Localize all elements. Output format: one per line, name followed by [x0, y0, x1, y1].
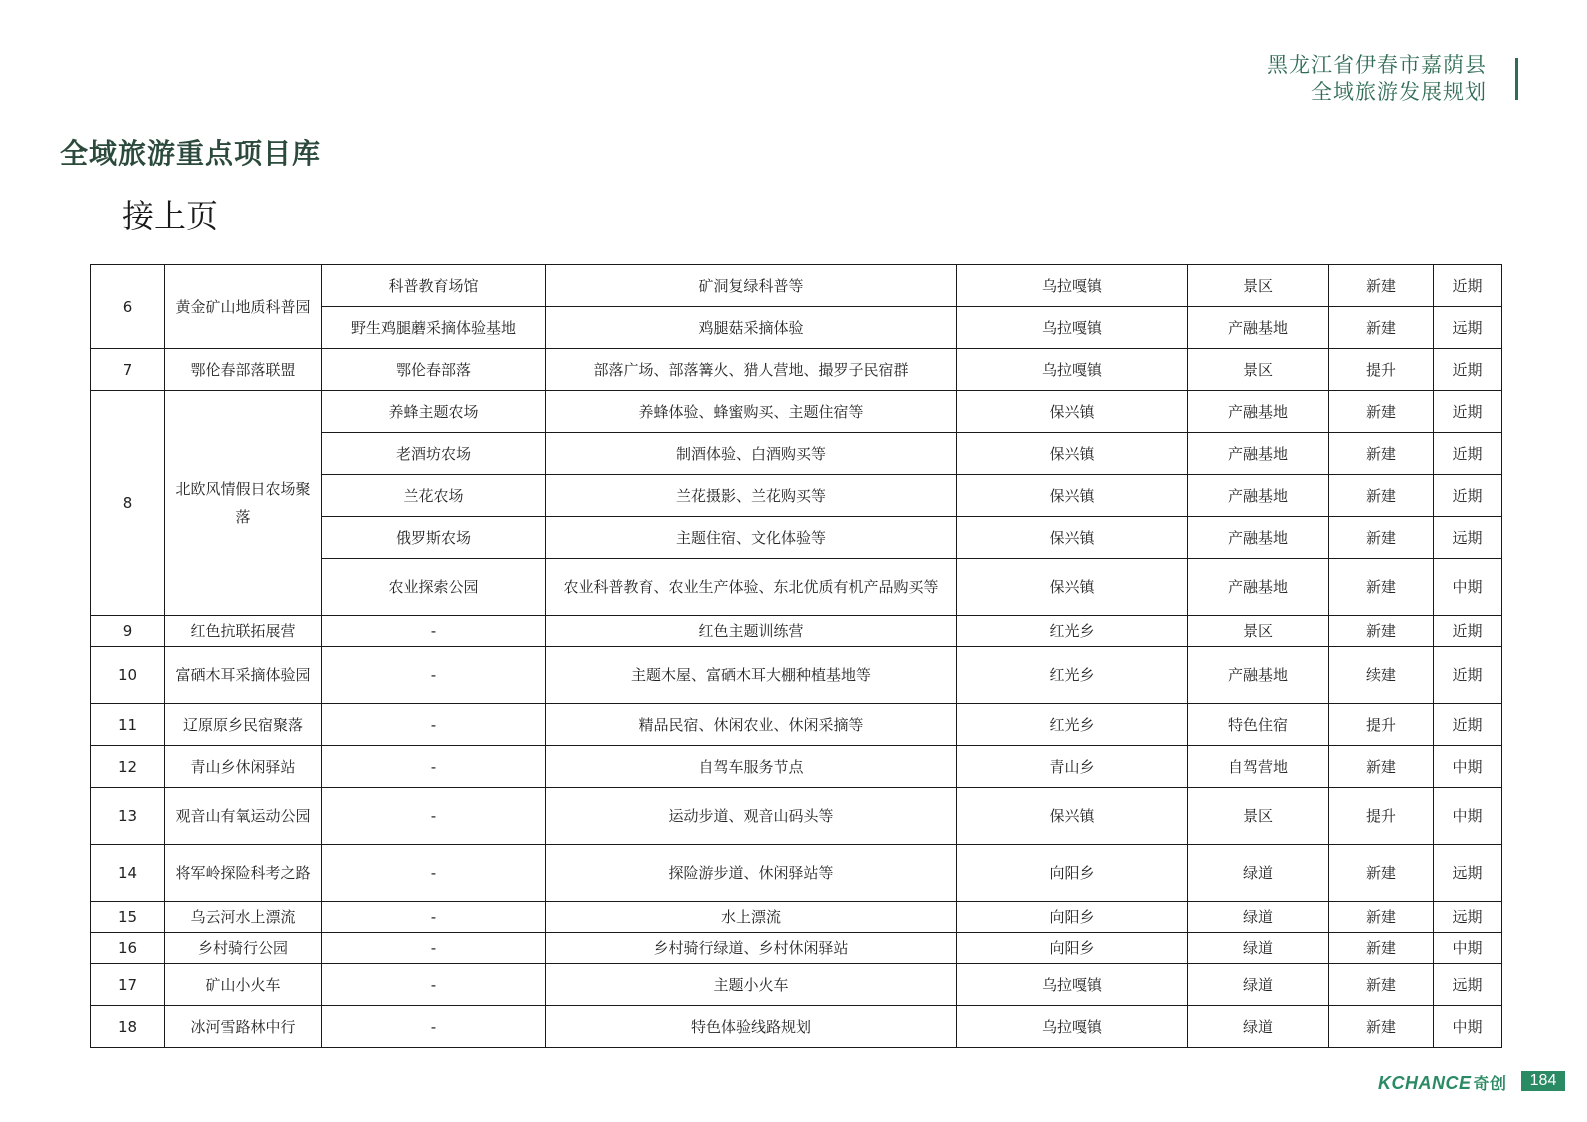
cell-content: 兰花摄影、兰花购买等 — [546, 475, 957, 517]
table-row — [91, 902, 1502, 933]
cell-period: 近期 — [1434, 349, 1502, 391]
table-row — [91, 704, 1502, 746]
cell-period: 中期 — [1434, 559, 1502, 616]
cell-name: - — [322, 647, 546, 704]
cell-period: 近期 — [1434, 391, 1502, 433]
table-row — [91, 788, 1502, 845]
cell-group: 矿山小火车 — [165, 964, 322, 1006]
cell-type: 景区 — [1188, 349, 1329, 391]
cell-content: 红色主题训练营 — [546, 616, 957, 647]
cell-type: 特色住宿 — [1188, 704, 1329, 746]
cell-group: 乌云河水上漂流 — [165, 902, 322, 933]
cell-group: 黄金矿山地质科普园 — [165, 265, 322, 349]
table-row — [91, 933, 1502, 964]
cell-name: 野生鸡腿蘑采摘体验基地 — [322, 307, 546, 349]
cell-period: 中期 — [1434, 746, 1502, 788]
cell-period: 中期 — [1434, 1006, 1502, 1048]
cell-nature: 新建 — [1329, 517, 1434, 559]
cell-nature: 新建 — [1329, 616, 1434, 647]
cell-name: 鄂伦春部落 — [322, 349, 546, 391]
brand-logo-cn: 奇创 — [1473, 1076, 1507, 1093]
cell-period: 远期 — [1434, 845, 1502, 902]
cell-period: 远期 — [1434, 902, 1502, 933]
table-row — [91, 647, 1502, 704]
table-row — [91, 391, 1502, 433]
cell-name: - — [322, 933, 546, 964]
cell-period: 中期 — [1434, 933, 1502, 964]
cell-location: 向阳乡 — [957, 902, 1188, 933]
cell-content: 主题小火车 — [546, 964, 957, 1006]
cell-period: 中期 — [1434, 788, 1502, 845]
cell-content: 部落广场、部落篝火、猎人营地、撮罗子民宿群 — [546, 349, 957, 391]
cell-nature: 新建 — [1329, 265, 1434, 307]
cell-name: - — [322, 845, 546, 902]
cell-location: 保兴镇 — [957, 517, 1188, 559]
cell-name: - — [322, 902, 546, 933]
cell-group: 辽原原乡民宿聚落 — [165, 704, 322, 746]
cell-type: 绿道 — [1188, 1006, 1329, 1048]
cell-no: 9 — [91, 616, 165, 647]
cell-content: 精品民宿、休闲农业、休闲采摘等 — [546, 704, 957, 746]
cell-name: - — [322, 788, 546, 845]
cell-group: 乡村骑行公园 — [165, 933, 322, 964]
table-row — [91, 746, 1502, 788]
cell-type: 绿道 — [1188, 902, 1329, 933]
cell-name: - — [322, 616, 546, 647]
cell-type: 绿道 — [1188, 933, 1329, 964]
cell-period: 远期 — [1434, 964, 1502, 1006]
cell-location: 乌拉嘎镇 — [957, 1006, 1188, 1048]
cell-no: 10 — [91, 647, 165, 704]
cell-location: 红光乡 — [957, 647, 1188, 704]
cell-group: 将军岭探险科考之路 — [165, 845, 322, 902]
cell-period: 近期 — [1434, 265, 1502, 307]
brand-logo-text: KCHANCE — [1378, 1073, 1472, 1093]
table-row — [91, 349, 1502, 391]
cell-content: 探险游步道、休闲驿站等 — [546, 845, 957, 902]
cell-location: 乌拉嘎镇 — [957, 964, 1188, 1006]
cell-nature: 提升 — [1329, 704, 1434, 746]
cell-no: 15 — [91, 902, 165, 933]
cell-type: 产融基地 — [1188, 391, 1329, 433]
cell-location: 青山乡 — [957, 746, 1188, 788]
cell-location: 向阳乡 — [957, 845, 1188, 902]
cell-location: 保兴镇 — [957, 475, 1188, 517]
cell-group: 红色抗联拓展营 — [165, 616, 322, 647]
cell-nature: 新建 — [1329, 433, 1434, 475]
cell-location: 保兴镇 — [957, 433, 1188, 475]
cell-no: 8 — [91, 391, 165, 616]
cell-group: 青山乡休闲驿站 — [165, 746, 322, 788]
cell-nature: 新建 — [1329, 1006, 1434, 1048]
cell-nature: 新建 — [1329, 475, 1434, 517]
cell-name: 养蜂主题农场 — [322, 391, 546, 433]
cell-group: 鄂伦春部落联盟 — [165, 349, 322, 391]
cell-nature: 续建 — [1329, 647, 1434, 704]
cell-content: 农业科普教育、农业生产体验、东北优质有机产品购买等 — [546, 559, 957, 616]
cell-no: 13 — [91, 788, 165, 845]
brand-logo — [1378, 1071, 1507, 1094]
cell-type: 景区 — [1188, 265, 1329, 307]
cell-location: 保兴镇 — [957, 788, 1188, 845]
cell-type: 产融基地 — [1188, 475, 1329, 517]
cell-type: 产融基地 — [1188, 647, 1329, 704]
cell-name: - — [322, 746, 546, 788]
cell-location: 向阳乡 — [957, 933, 1188, 964]
cell-name: - — [322, 704, 546, 746]
cell-nature: 新建 — [1329, 391, 1434, 433]
cell-period: 远期 — [1434, 517, 1502, 559]
cell-type: 产融基地 — [1188, 433, 1329, 475]
cell-period: 近期 — [1434, 647, 1502, 704]
cell-content: 乡村骑行绿道、乡村休闲驿站 — [546, 933, 957, 964]
table-row — [91, 616, 1502, 647]
cell-content: 主题木屋、富硒木耳大棚种植基地等 — [546, 647, 957, 704]
cell-no: 7 — [91, 349, 165, 391]
cell-location: 保兴镇 — [957, 559, 1188, 616]
cell-period: 近期 — [1434, 433, 1502, 475]
cell-no: 11 — [91, 704, 165, 746]
cell-nature: 新建 — [1329, 307, 1434, 349]
cell-content: 运动步道、观音山码头等 — [546, 788, 957, 845]
page-number: 184 — [1521, 1071, 1565, 1091]
project-table — [90, 264, 1502, 1048]
table-row — [91, 1006, 1502, 1048]
cell-no: 16 — [91, 933, 165, 964]
cell-period: 近期 — [1434, 475, 1502, 517]
cell-period: 近期 — [1434, 704, 1502, 746]
document-header — [1267, 52, 1487, 106]
cell-location: 乌拉嘎镇 — [957, 265, 1188, 307]
cell-location: 保兴镇 — [957, 391, 1188, 433]
cell-content: 制酒体验、白酒购买等 — [546, 433, 957, 475]
cell-nature: 新建 — [1329, 746, 1434, 788]
cell-group: 北欧风情假日农场聚落 — [165, 391, 322, 616]
cell-nature: 新建 — [1329, 933, 1434, 964]
cell-type: 产融基地 — [1188, 517, 1329, 559]
cell-period: 远期 — [1434, 307, 1502, 349]
cell-type: 产融基地 — [1188, 307, 1329, 349]
cell-content: 特色体验线路规划 — [546, 1006, 957, 1048]
header-accent-bar — [1515, 58, 1518, 100]
section-title: 全域旅游重点项目库 — [60, 137, 322, 170]
cell-location: 乌拉嘎镇 — [957, 349, 1188, 391]
cell-name: 老酒坊农场 — [322, 433, 546, 475]
cell-type: 绿道 — [1188, 845, 1329, 902]
cell-period: 近期 — [1434, 616, 1502, 647]
cell-type: 景区 — [1188, 616, 1329, 647]
header-title-line2: 全域旅游发展规划 — [1311, 80, 1487, 104]
cell-type: 自驾营地 — [1188, 746, 1329, 788]
cell-name: 兰花农场 — [322, 475, 546, 517]
table-row — [91, 964, 1502, 1006]
cell-location: 红光乡 — [957, 704, 1188, 746]
cell-nature: 新建 — [1329, 559, 1434, 616]
cell-type: 绿道 — [1188, 964, 1329, 1006]
cell-no: 17 — [91, 964, 165, 1006]
cell-content: 自驾车服务节点 — [546, 746, 957, 788]
cell-nature: 新建 — [1329, 964, 1434, 1006]
cell-name: 科普教育场馆 — [322, 265, 546, 307]
cell-name: - — [322, 1006, 546, 1048]
cell-nature: 提升 — [1329, 788, 1434, 845]
cell-group: 观音山有氧运动公园 — [165, 788, 322, 845]
cell-location: 乌拉嘎镇 — [957, 307, 1188, 349]
table-row — [91, 265, 1502, 307]
cell-content: 鸡腿菇采摘体验 — [546, 307, 957, 349]
cell-nature: 新建 — [1329, 902, 1434, 933]
cell-content: 水上漂流 — [546, 902, 957, 933]
cell-nature: 新建 — [1329, 845, 1434, 902]
cell-location: 红光乡 — [957, 616, 1188, 647]
cell-no: 18 — [91, 1006, 165, 1048]
cell-type: 景区 — [1188, 788, 1329, 845]
cell-no: 6 — [91, 265, 165, 349]
table-row — [91, 845, 1502, 902]
cell-type: 产融基地 — [1188, 559, 1329, 616]
cell-group: 富硒木耳采摘体验园 — [165, 647, 322, 704]
continued-label: 接上页 — [122, 197, 219, 235]
cell-no: 14 — [91, 845, 165, 902]
cell-name: 农业探索公园 — [322, 559, 546, 616]
cell-content: 矿洞复绿科普等 — [546, 265, 957, 307]
cell-no: 12 — [91, 746, 165, 788]
cell-nature: 提升 — [1329, 349, 1434, 391]
cell-content: 养蜂体验、蜂蜜购买、主题住宿等 — [546, 391, 957, 433]
cell-name: 俄罗斯农场 — [322, 517, 546, 559]
cell-content: 主题住宿、文化体验等 — [546, 517, 957, 559]
cell-name: - — [322, 964, 546, 1006]
header-title-line1: 黑龙江省伊春市嘉荫县 — [1267, 53, 1487, 77]
cell-group: 冰河雪路林中行 — [165, 1006, 322, 1048]
